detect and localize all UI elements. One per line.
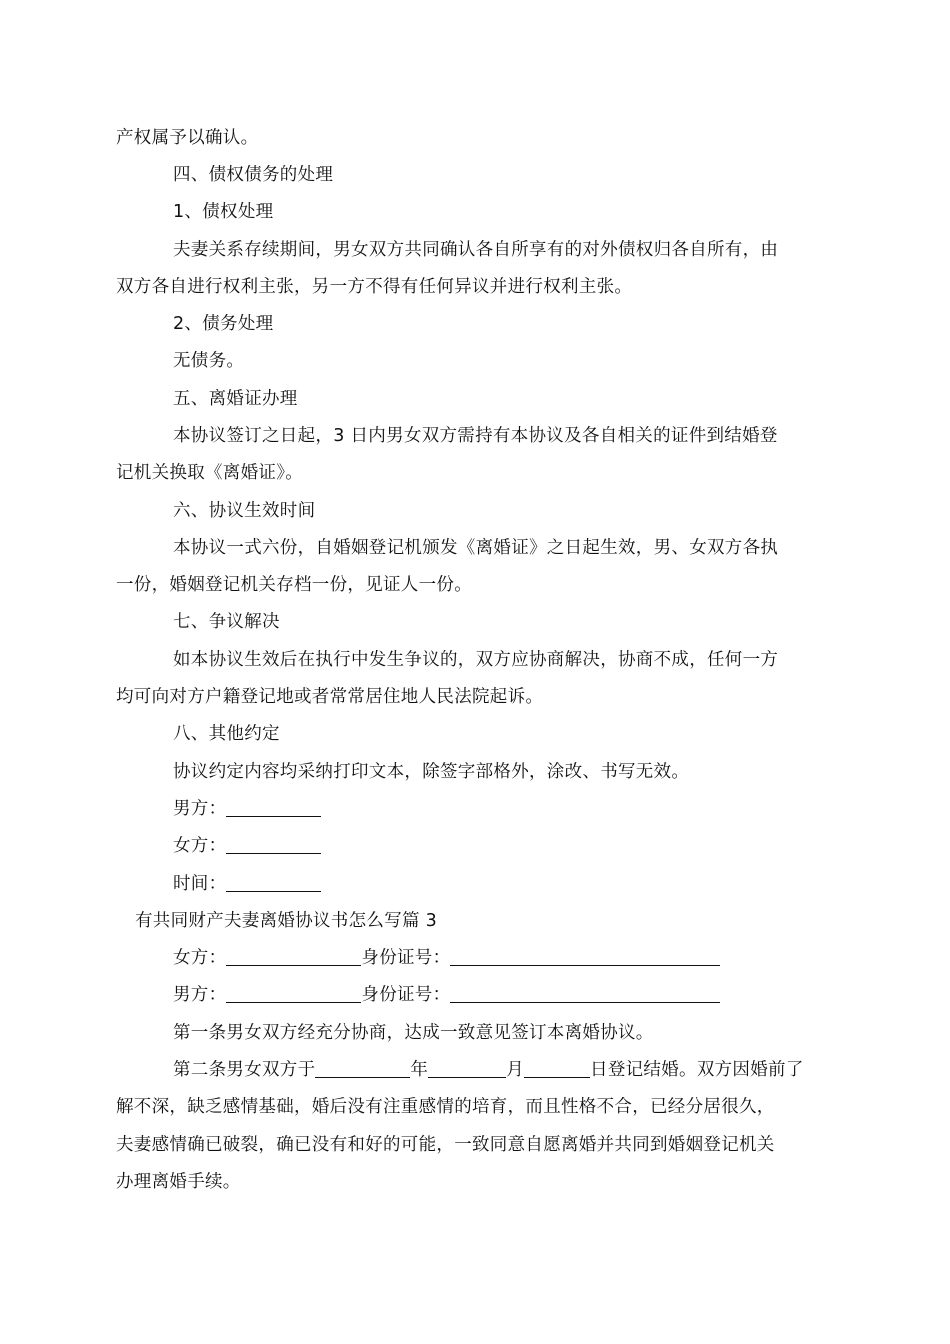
party-label: 男方： bbox=[173, 985, 227, 1005]
article-title: 有共同财产夫妻离婚协议书怎么写篇 3 bbox=[135, 911, 438, 931]
signature-blank[interactable] bbox=[226, 835, 321, 854]
id-label: 身份证号： bbox=[361, 948, 451, 968]
text-line: 双方各自进行权利主张，另一方不得有任何异议并进行权利主张。 bbox=[116, 277, 633, 297]
marriage-date-line bbox=[173, 1052, 804, 1089]
text-line: 一份，婚姻登记机关存档一份，见证人一份。 bbox=[116, 575, 472, 595]
month-blank[interactable] bbox=[428, 1059, 506, 1078]
text-line: 均可向对方户籍登记地或者常常居住地人民法院起诉。 bbox=[116, 687, 544, 707]
party-label: 女方： bbox=[173, 948, 227, 968]
id-label: 身份证号： bbox=[361, 985, 451, 1005]
text-segment: 月 bbox=[506, 1060, 525, 1080]
signature-female bbox=[173, 828, 321, 865]
signature-male bbox=[173, 791, 321, 828]
text-segment: 第二条男女双方于 bbox=[173, 1060, 316, 1080]
text-line: 夫妻感情确已破裂，确已没有和好的可能，一致同意自愿离婚并共同到婚姻登记机关 bbox=[116, 1135, 775, 1155]
text-line: 产权属予以确认。 bbox=[116, 128, 259, 148]
text-line: 如本协议生效后在执行中发生争议的，双方应协商解决，协商不成，任何一方 bbox=[173, 650, 779, 670]
name-blank[interactable] bbox=[226, 947, 361, 966]
section-heading: 八、其他约定 bbox=[173, 724, 280, 744]
signature-label: 时间： bbox=[173, 874, 227, 894]
signature-date bbox=[173, 866, 321, 903]
text-line: 协议约定内容均采纳打印文本，除签字部格外，涂改、书写无效。 bbox=[173, 762, 690, 782]
section-heading: 六、协议生效时间 bbox=[173, 501, 316, 521]
date-blank[interactable] bbox=[226, 873, 321, 892]
text-line: 第一条男女双方经充分协商，达成一致意见签订本离婚协议。 bbox=[173, 1023, 654, 1043]
section-heading: 七、争议解决 bbox=[173, 612, 280, 632]
text-line: 记机关换取《离婚证》。 bbox=[116, 463, 304, 483]
subsection-heading: 1、债权处理 bbox=[173, 202, 274, 222]
section-heading: 五、离婚证办理 bbox=[173, 389, 298, 409]
text-line: 夫妻关系存续期间，男女双方共同确认各自所享有的对外债权归各自所有，由 bbox=[173, 240, 779, 260]
text-line: 办理离婚手续。 bbox=[116, 1172, 241, 1192]
text-line: 本协议签订之日起，3 日内男女双方需持有本协议及各自相关的证件到结婚登 bbox=[173, 426, 778, 446]
text-segment: 年 bbox=[410, 1060, 429, 1080]
signature-label: 男方： bbox=[173, 799, 227, 819]
text-segment: 日登记结婚。双方因婚前了 bbox=[590, 1060, 804, 1080]
section-heading: 四、债权债务的处理 bbox=[173, 165, 334, 185]
party-male-row bbox=[173, 977, 720, 1014]
day-blank[interactable] bbox=[524, 1059, 590, 1078]
id-blank[interactable] bbox=[450, 984, 720, 1003]
year-blank[interactable] bbox=[315, 1059, 410, 1078]
text-line: 无债务。 bbox=[173, 351, 245, 371]
signature-label: 女方： bbox=[173, 836, 227, 856]
signature-blank[interactable] bbox=[226, 798, 321, 817]
party-female-row bbox=[173, 940, 720, 977]
id-blank[interactable] bbox=[450, 947, 720, 966]
text-line: 本协议一式六份，自婚姻登记机颁发《离婚证》之日起生效，男、女双方各执 bbox=[173, 538, 779, 558]
name-blank[interactable] bbox=[226, 984, 361, 1003]
subsection-heading: 2、债务处理 bbox=[173, 314, 274, 334]
text-line: 解不深，缺乏感情基础，婚后没有注重感情的培育，而且性格不合，已经分居很久， bbox=[116, 1097, 775, 1117]
